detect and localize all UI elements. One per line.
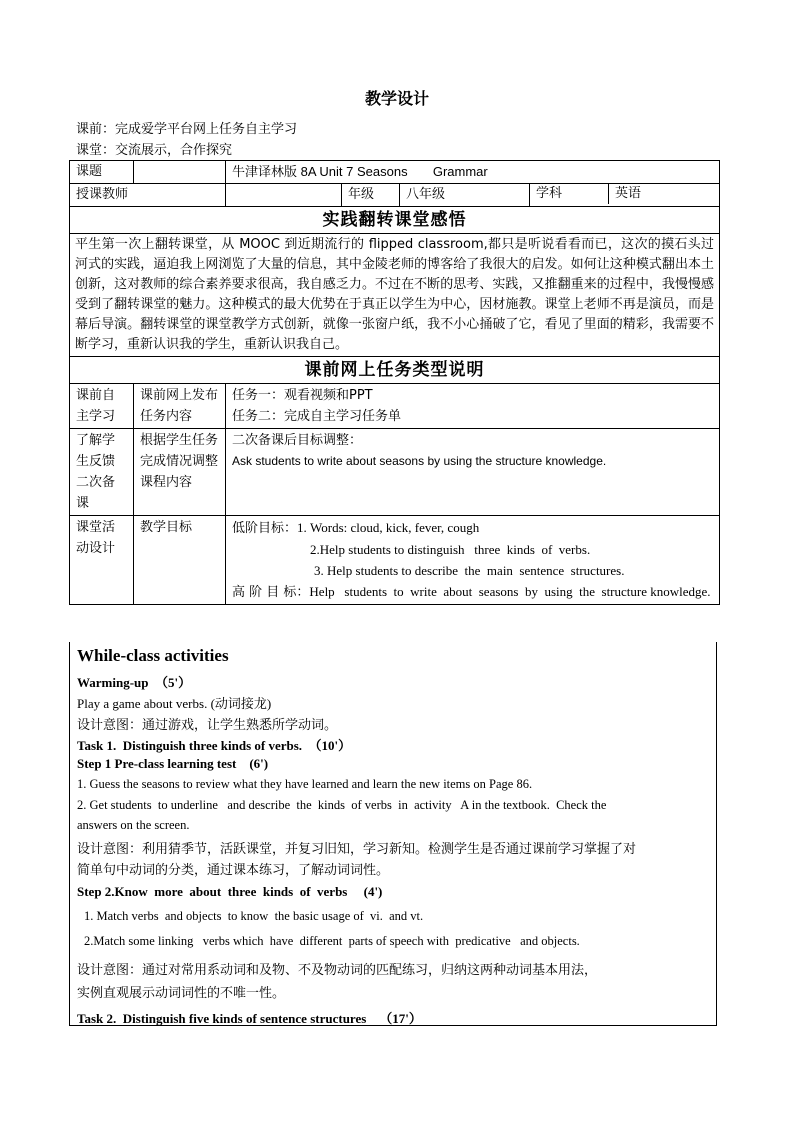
- low-goal-1: 1. Words: cloud, kick, fever, cough: [297, 520, 480, 535]
- warmup-game: Play a game about verbs. (动词接龙): [77, 696, 272, 711]
- task-one: 任务一：观看视频和PPT: [232, 388, 373, 403]
- section1-heading: 实践翻转课堂感悟: [70, 207, 720, 234]
- low-goal-3: 3. Help students to describe the main sentence structures.: [314, 563, 625, 578]
- design-intent-1: 设计意图：通过游戏，让学生熟悉所学动词。: [77, 718, 338, 733]
- high-goal-text: Help students to write about seasons by using the structure knowledge.: [309, 584, 711, 599]
- task-row-2: [70, 429, 720, 516]
- teacher-row: [70, 184, 720, 207]
- section2-heading-row: [70, 357, 720, 384]
- design-intent-2-line2: 简单句中动词的分类，通过课本练习，了解动词词性。: [77, 863, 390, 878]
- adjusted-goal-text: Ask students to write about seasons by using the structure knowledge.: [232, 454, 607, 468]
- topic-label: 课题: [70, 161, 134, 184]
- step2-item1: 1. Match verbs and objects to know the basic usage of vi. and vt.: [84, 909, 424, 923]
- teacher-label: 授课教师: [70, 184, 226, 207]
- reflection-paragraph: 平生第一次上翻转课堂，从 MOOC 到近期流行的 flipped classroom,都只是听说看看而已，这次的摸石头过河式的实践，逼迫我上网浏览了大量的信息，其中金陵老师的博客给了我很大的启发。如何让这种模式翻出本土创新，这对教师的综合素养要求很高，我自感乏力。不过在不断的思考、实践，又推翻重来的过程中，我慢慢感受到了翻转课堂的魅力。这种模式的最大优势在于真正以学生为中心，因材施教。课堂上老师不再是演员，而是幕后导演。翻转课堂的课堂教学方式创新，就像一张窗户纸，我不小心捅破了它，看见了里面的精彩，我需要不断学习，重新认识我的学生，重新认识我自己。: [70, 234, 720, 357]
- grade-label: 年级: [342, 184, 400, 207]
- lesson-table: [69, 160, 720, 605]
- section2-heading: 课前网上任务类型说明: [70, 357, 720, 384]
- row2-col2: 根据学生任务完成情况调整课程内容: [134, 429, 226, 516]
- adjusted-goal-label: 二次备课后目标调整：: [232, 433, 363, 448]
- section1-heading-row: [70, 207, 720, 234]
- pre-class-line: 课前：完成爱学平台网上任务自主学习: [76, 122, 298, 137]
- topic-value: 牛津译林版 8A Unit 7 Seasons Grammar: [226, 161, 720, 184]
- task1-heading: Task 1. Distinguish three kinds of verbs. （10'）: [77, 738, 352, 753]
- step1-item2-line2: answers on the screen.: [77, 818, 190, 832]
- row1-col2: 课前网上发布任务内容: [134, 384, 226, 429]
- row3-content: [226, 516, 720, 605]
- row1-content: [226, 384, 720, 429]
- document-title: 教学设计: [364, 89, 429, 108]
- subject-value: 英语: [615, 186, 642, 201]
- row2-col1: 了解学生反馈二次备课: [70, 429, 134, 516]
- subject-label: 学科: [530, 184, 609, 204]
- activities-heading: While-class activities: [77, 646, 229, 665]
- step2-item2: 2.Match some linking verbs which have different parts of speech with predicative and objects.: [84, 934, 580, 948]
- step1-item1: 1. Guess the seasons to review what they have learned and learn the new items on Page 86.: [77, 777, 533, 791]
- topic-spacer: [134, 161, 226, 184]
- topic-row: [70, 161, 720, 184]
- design-intent-3-line2: 实例直观展示动词词性的不唯一性。: [77, 986, 286, 1001]
- grade-value: 八年级: [400, 184, 530, 207]
- low-goal-2: 2.Help students to distinguish three kinds of verbs.: [310, 542, 591, 557]
- row3-col2: 教学目标: [134, 516, 226, 605]
- low-goal-label: 低阶目标：: [232, 521, 298, 536]
- task-row-1: [70, 384, 720, 429]
- step1-heading: Step 1 Pre-class learning test (6'): [77, 756, 269, 771]
- activities-box: [69, 642, 717, 1026]
- step1-item2-line1: 2. Get students to underline and describe the kinds of verbs in activity A in the textbook. Check the: [77, 798, 607, 812]
- design-intent-3-line1: 设计意图：通过对常用系动词和及物、不及物动词的匹配练习，归纳这两种动词基本用法，: [77, 963, 598, 978]
- task-row-3: [70, 516, 720, 605]
- row2-content: [226, 429, 720, 516]
- step2-heading: Step 2.Know more about three kinds of verbs (4'): [77, 884, 383, 899]
- row1-col1: 课前自主学习: [70, 384, 134, 429]
- in-class-line: 课堂：交流展示，合作探究: [76, 143, 233, 158]
- warmup-heading: Warming-up （5'）: [77, 675, 192, 690]
- design-intent-2-line1: 设计意图：利用猜季节，活跃课堂，并复习旧知，学习新知。检测学生是否通过课前学习掌握了对: [77, 842, 637, 857]
- row3-col1: 课堂活动设计: [70, 516, 134, 605]
- teacher-value: [226, 184, 342, 207]
- task-two: 任务二：完成自主学习任务单: [232, 409, 402, 424]
- section1-body-row: [70, 234, 720, 357]
- subject-cell: [530, 184, 720, 207]
- task2-heading: Task 2. Distinguish five kinds of sentence structures （17'）: [77, 1011, 422, 1026]
- high-goal-label: 高 阶 目 标：: [232, 585, 310, 600]
